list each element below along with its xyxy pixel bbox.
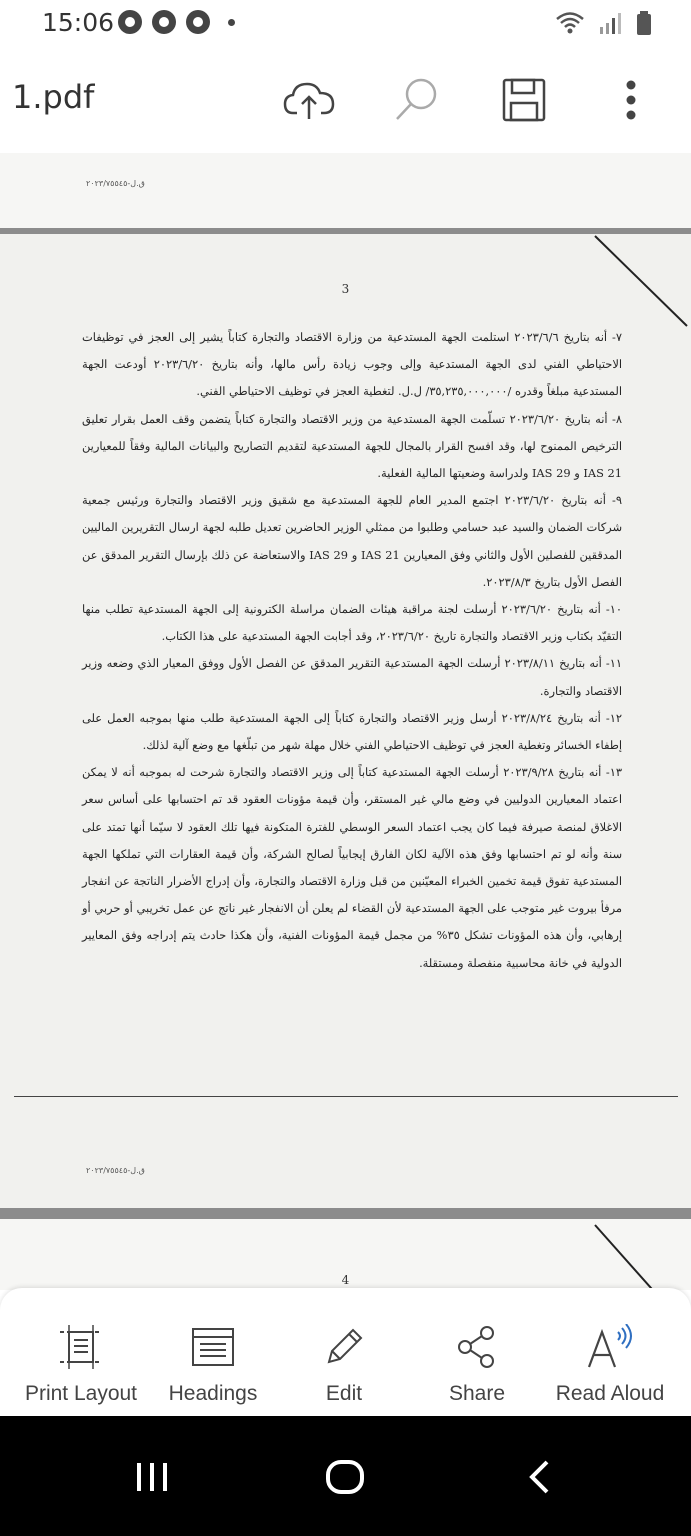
page-reference: ق.ل-٢٠٢٣/٧٥٥٤٥ — [86, 179, 145, 188]
headings-button[interactable] — [155, 1288, 271, 1416]
system-nav-bar — [0, 1416, 691, 1536]
print-layout-icon — [58, 1324, 104, 1370]
previous-page-bottom — [0, 153, 691, 228]
notification-app-icon — [152, 10, 176, 34]
paragraph-11: ١١- أنه بتاريخ ٢٠٢٣/٨/١١ أرسلت الجهة المستدعية التقرير المدقق عن الفصل الأول ووفق المعيار الذي وضعه وزير الاقتصاد والتجارة. — [82, 656, 622, 698]
page-number: 3 — [341, 282, 350, 296]
notification-app-icon — [118, 10, 142, 34]
app-bar — [0, 50, 691, 150]
more-notifications-dot-icon — [228, 19, 235, 26]
next-page-top — [0, 1219, 691, 1290]
signal-icon — [599, 11, 621, 35]
paragraph-9: ٩- أنه بتاريخ ٢٠٢٣/٦/٢٠ اجتمع المدير العام للجهة المستدعية مع شقيق وزير الاقتصاد والتجارة ورئيس جمعية شركات الضمان والسيد عبد حسامي وطلبوا من ممثلي الوزير الحاضرين تعديل طلبه لجهة ارسال التقريرين الماليين المدققين للفصلين الأول والثاني وفق المعيارين IAS 21 و IAS 29 والاستعاضة عن ذلك بإرسال التقرير المدقق عن الفصل الأول بتاريخ ٢٠٢٣/٨/٣. — [82, 493, 622, 589]
share-button[interactable] — [422, 1288, 532, 1416]
upload-button[interactable] — [279, 74, 339, 126]
search-button[interactable] — [386, 74, 446, 126]
toolbar-label: Print Layout — [24, 1382, 138, 1405]
read-aloud-icon — [585, 1324, 635, 1370]
save-icon — [501, 77, 547, 123]
paragraph-13: ١٣- أنه بتاريخ ٢٠٢٣/٩/٢٨ أرسلت الجهة المستدعية كتاباً إلى وزير الاقتصاد والتجارة شرحت له بموجبه أنه لا يمكن اعتماد المعيارين الدوليين في وضع مالي غير المستقر، وأن قيمة مؤونات العقود قد تم احتسابها على أساس سعر الاغلاق لمنصة صيرفة فيما كان يجب اعتماد السعر الوسطي للفترة المتكونة فيها تلك العقود لا سيّما أنها تمتد على سنة وأنه لو تم احتسابها وفق هذه الآلية لكان الفارق إيجابياً لصالح الشركة، وأن قيمة العقارات التي تملكها الجهة المستدعية تفوق قيمة تخمين الخبراء المعيّنين من قبل وزارة الاقتصاد والتجارة، وأن إدراج الأضرار الناتجة عن انفجار مرفأ بيروت غير متوجب على الجهة المستدعية لأن القضاء لم يعلن أن الانفجار غير ناتج عن عمل تخريبي أو حربي أو إرهابي، وأن هذه المؤونات تشكل ٣٥% من مجمل قيمة المؤونات الفنية، وأن هكذا حادث يتم إدراجه وفق المعايير الدولية في خانة محاسبية منفصلة ومستقلة. — [82, 765, 622, 970]
page-bottom-rule — [14, 1096, 678, 1097]
status-time: 15:06 — [42, 8, 115, 37]
recent-apps-icon — [135, 1461, 169, 1493]
share-icon — [454, 1324, 500, 1370]
back-button[interactable] — [494, 1452, 584, 1502]
print-layout-button[interactable] — [14, 1288, 148, 1416]
paragraph-10: ١٠- أنه بتاريخ ٢٠٢٣/٦/٢٠ أرسلت لجنة مراقبة هيئات الضمان مراسلة الكترونية إلى الجهة المستدعية تطلب منها التقيّد بكتاب وزير الاقتصاد والتجارة تاريخ ٢٠٢٣/٦/٢٠، وقد أجابت الجهة المستدعية على هذا الكتاب. — [82, 602, 622, 644]
document-viewer[interactable] — [0, 153, 691, 1290]
edit-button[interactable] — [289, 1288, 399, 1416]
notification-icons — [118, 10, 235, 34]
paragraph-7: ٧- أنه بتاريخ ٢٠٢٣/٦/٦ استلمت الجهة المستدعية من وزارة الاقتصاد والتجارة كتاباً يشير إلى العجز في توظيفات الاحتياطي الفني لدى الجهة المستدعية وإلى وجوب زيادة رأس مالها، وأنه بتاريخ ٢٠٢٣/٦/٢٠ أودعت الجهة المستدعية مبلغاً وقدره /٣٥,٢٣٥,٠٠٠,٠٠٠/ ل.ل. لتغطية العجز في توظيف الاحتياطي الفني. — [82, 330, 623, 399]
more-vertical-icon — [625, 79, 637, 121]
home-icon — [325, 1459, 365, 1495]
read-aloud-button[interactable] — [546, 1288, 674, 1416]
battery-icon — [635, 10, 653, 36]
more-options-button[interactable] — [601, 74, 661, 126]
paragraph-12: ١٢- أنه بتاريخ ٢٠٢٣/٨/٢٤ أرسل وزير الاقتصاد والتجارة كتاباً إلى الجهة المستدعية طلب منها بموجبه العمل على إطفاء الخسائر وتغطية العجز في توظيف الاحتياطي الفني خلال مهلة شهر من تبلّغها مع وضع آلية لذلك. — [82, 710, 622, 753]
back-icon — [527, 1459, 551, 1495]
next-page-number: 4 — [341, 1273, 350, 1287]
toolbar-label: Edit — [325, 1382, 363, 1405]
toolbar-label: Headings — [168, 1382, 258, 1405]
pdf-page — [0, 234, 691, 1208]
paragraph-8: ٨- أنه بتاريخ ٢٠٢٣/٦/٢٠ تسلّمت الجهة المستدعية من وزير الاقتصاد والتجارة كتاباً يتضمن وقف العمل بقرار تعليق الترخيص الممنوح لها، وقد افسح القرار بالمجال للجهة المستدعية لتقديم التصاريح والبيانات المالية وفقاً للمعيارين IAS 21 و IAS 29 ولدراسة وضعيتها المالية الفعلية. — [82, 411, 623, 481]
headings-icon — [190, 1326, 236, 1368]
toolbar-label: Read Aloud — [555, 1382, 665, 1405]
notification-app-icon — [186, 10, 210, 34]
page-body-text — [82, 324, 622, 977]
file-name: 1.pdf — [12, 78, 95, 116]
toolbar-label: Share — [448, 1382, 506, 1405]
wifi-icon — [555, 10, 585, 36]
cloud-upload-icon — [283, 79, 335, 121]
system-status-icons — [555, 10, 653, 36]
home-button[interactable] — [300, 1452, 390, 1502]
status-bar — [0, 0, 691, 50]
pencil-icon — [321, 1324, 367, 1370]
bottom-toolbar — [0, 1288, 691, 1416]
save-button[interactable] — [494, 74, 554, 126]
recent-apps-button[interactable] — [107, 1452, 197, 1502]
search-icon — [392, 76, 440, 124]
page-reference: ق.ل-٢٠٢٣/٧٥٥٤٥ — [86, 1166, 145, 1175]
